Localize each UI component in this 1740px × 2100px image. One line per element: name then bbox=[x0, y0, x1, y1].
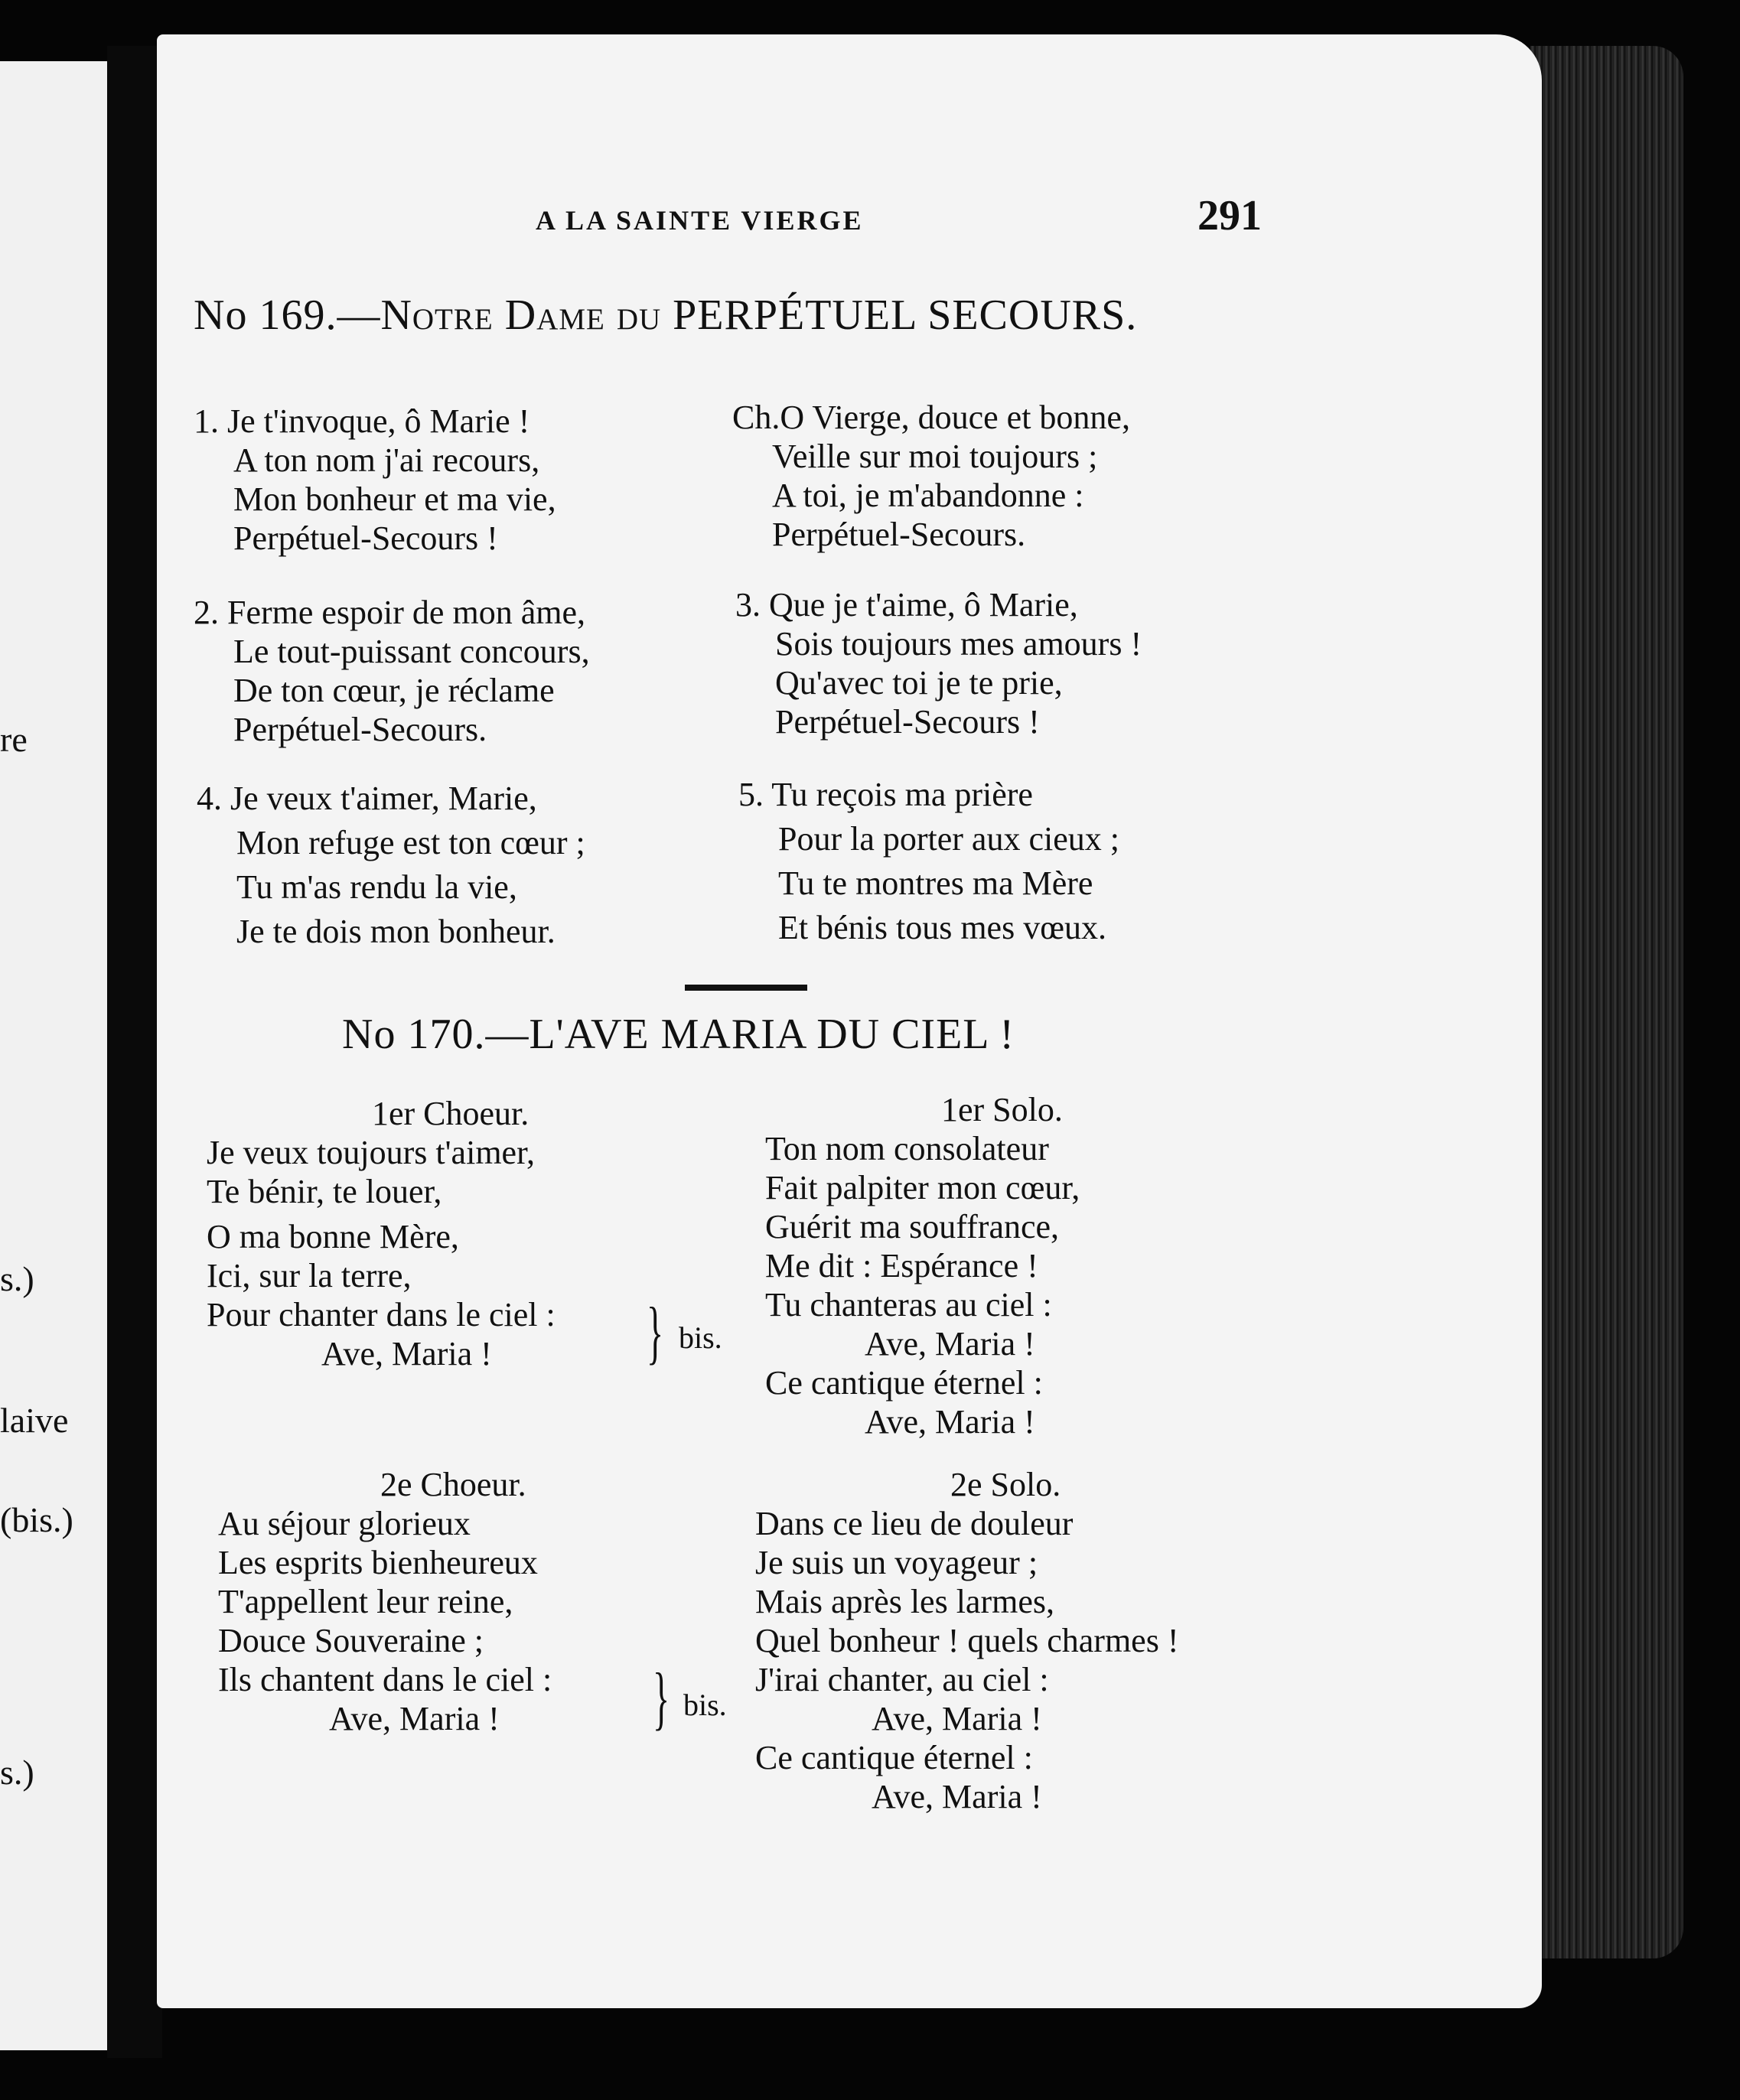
hymn-169-stanza-4 bbox=[197, 777, 585, 954]
verse-line: Pour chanter dans le ciel : bbox=[207, 1296, 556, 1333]
verse-line: Pour la porter aux cieux ; bbox=[778, 820, 1119, 858]
verse-line: Qu'avec toi je te prie, bbox=[775, 664, 1063, 702]
verse-line: 3. Que je t'aime, ô Marie, bbox=[735, 586, 1078, 623]
verse-line: Je suis un voyageur ; bbox=[755, 1544, 1038, 1581]
verse-line: Perpétuel-Secours. bbox=[233, 711, 487, 748]
repeat-brace: } bbox=[653, 1659, 670, 1737]
verse-line: Perpétuel-Secours ! bbox=[233, 519, 498, 557]
hymn-169-chorus bbox=[732, 398, 1130, 554]
verse-line: 2. Ferme espoir de mon âme, bbox=[194, 594, 585, 631]
verse-line: Les esprits bienheureux bbox=[218, 1544, 538, 1581]
verse-line: Sois toujours mes amours ! bbox=[775, 625, 1142, 663]
verse-line: Me dit : Espérance ! bbox=[765, 1247, 1038, 1284]
book-page bbox=[157, 34, 1542, 2008]
verse-line: Ave, Maria ! bbox=[321, 1335, 492, 1372]
verse-line: Ce cantique éternel : bbox=[755, 1739, 1033, 1776]
verse-line: Le tout-puissant concours, bbox=[233, 633, 590, 670]
verse-line: Ici, sur la terre, bbox=[207, 1257, 412, 1294]
verse-line: Mon refuge est ton cœur ; bbox=[236, 824, 585, 861]
hymn-170-solo-2 bbox=[755, 1465, 1178, 1816]
hymn-169-title-text: —Notre Dame du PERPÉTUEL SECOURS. bbox=[337, 291, 1138, 339]
page-edges bbox=[1530, 46, 1683, 1958]
hymn-169-stanza-2 bbox=[194, 593, 590, 749]
verse-line: De ton cœur, je réclame bbox=[233, 672, 555, 709]
hymn-169-stanza-1 bbox=[194, 402, 556, 558]
verse-line: Tu m'as rendu la vie, bbox=[236, 868, 517, 906]
verse-line: Ch.O Vierge, douce et bonne, bbox=[732, 399, 1130, 436]
section-heading: 2e Solo. bbox=[950, 1466, 1061, 1503]
hymn-169-number: No 169. bbox=[194, 291, 337, 339]
verse-line: Dans ce lieu de douleur bbox=[755, 1505, 1074, 1542]
running-head: A LA SAINTE VIERGE bbox=[536, 205, 864, 236]
prev-page-fragment: laive bbox=[0, 1401, 69, 1440]
verse-line: Ils chantent dans le ciel : bbox=[218, 1661, 552, 1698]
verse-line: J'irai chanter, au ciel : bbox=[755, 1661, 1049, 1698]
verse-line: Tu chanteras au ciel : bbox=[765, 1286, 1052, 1323]
verse-line: Ave, Maria ! bbox=[865, 1403, 1035, 1441]
hymn-170-solo-1 bbox=[765, 1090, 1080, 1441]
verse-line: Perpétuel-Secours ! bbox=[775, 703, 1040, 741]
verse-line: Tu te montres ma Mère bbox=[778, 864, 1093, 902]
verse-line: Mon bonheur et ma vie, bbox=[233, 480, 556, 518]
verse-line: 5. Tu reçois ma prière bbox=[738, 776, 1033, 813]
verse-line: A ton nom j'ai recours, bbox=[233, 441, 540, 479]
section-divider bbox=[685, 985, 807, 991]
verse-line: O ma bonne Mère, bbox=[207, 1218, 459, 1255]
verse-line: Je veux toujours t'aimer, bbox=[207, 1134, 535, 1171]
verse-line: T'appellent leur reine, bbox=[218, 1583, 513, 1620]
repeat-brace: } bbox=[647, 1293, 664, 1371]
section-heading: 1er Choeur. bbox=[372, 1095, 529, 1132]
verse-line: Je te dois mon bonheur. bbox=[236, 913, 556, 950]
verse-line: Ce cantique éternel : bbox=[765, 1364, 1043, 1402]
verse-line: Te bénir, te louer, bbox=[207, 1173, 442, 1210]
verse-line: Quel bonheur ! quels charmes ! bbox=[755, 1622, 1179, 1659]
prev-page-fragment: s.) bbox=[0, 1753, 34, 1792]
verse-line: Veille sur moi toujours ; bbox=[772, 438, 1098, 475]
verse-line: Ton nom consolateur bbox=[765, 1130, 1049, 1167]
verse-line: 4. Je veux t'aimer, Marie, bbox=[197, 780, 537, 817]
verse-line: 1. Je t'invoque, ô Marie ! bbox=[194, 402, 530, 440]
verse-line: Perpétuel-Secours. bbox=[772, 516, 1026, 553]
verse-line: Fait palpiter mon cœur, bbox=[765, 1169, 1080, 1206]
section-heading: 1er Solo. bbox=[941, 1091, 1063, 1128]
hymn-170-title: No 170.—L'AVE MARIA DU CIEL ! bbox=[342, 1011, 1015, 1058]
verse-line: Ave, Maria ! bbox=[872, 1778, 1042, 1815]
prev-page-fragment: (bis.) bbox=[0, 1500, 73, 1539]
book-spine-gutter bbox=[107, 46, 162, 2058]
prev-page-fragment: re bbox=[0, 720, 28, 759]
verse-line: A toi, je m'abandonne : bbox=[772, 477, 1084, 514]
hymn-169-title bbox=[194, 291, 1137, 340]
verse-line: Mais après les larmes, bbox=[755, 1583, 1054, 1620]
verse-line: Ave, Maria ! bbox=[872, 1700, 1042, 1737]
hymn-170-choeur-1 bbox=[207, 1094, 556, 1373]
repeat-bis-label: bis. bbox=[679, 1320, 722, 1355]
previous-page-edge bbox=[0, 61, 107, 2050]
section-heading: 2e Choeur. bbox=[380, 1466, 526, 1503]
page-number: 291 bbox=[1197, 192, 1262, 239]
verse-line: Ave, Maria ! bbox=[329, 1700, 500, 1737]
repeat-bis-label: bis. bbox=[683, 1688, 727, 1722]
verse-line: Et bénis tous mes vœux. bbox=[778, 909, 1106, 946]
hymn-169-stanza-5 bbox=[738, 773, 1119, 950]
verse-line: Guérit ma souffrance, bbox=[765, 1208, 1060, 1245]
verse-line: Ave, Maria ! bbox=[865, 1325, 1035, 1363]
verse-line: Douce Souveraine ; bbox=[218, 1622, 484, 1659]
hymn-170-choeur-2 bbox=[218, 1465, 552, 1738]
hymn-169-stanza-3 bbox=[735, 585, 1142, 741]
prev-page-fragment: s.) bbox=[0, 1259, 34, 1298]
verse-line: Au séjour glorieux bbox=[218, 1505, 471, 1542]
